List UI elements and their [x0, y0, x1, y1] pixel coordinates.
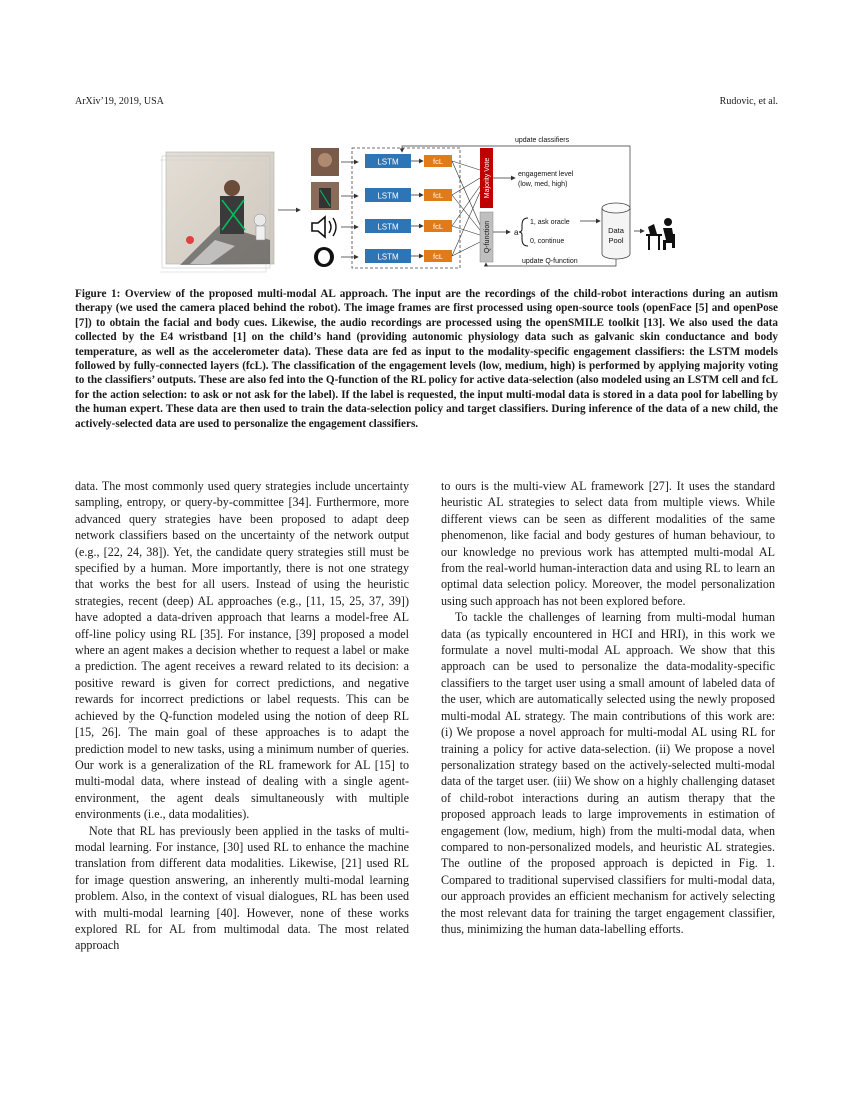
- wristband-icon: [314, 247, 334, 267]
- update-classifiers-label: update classifiers: [515, 137, 570, 144]
- q-function-label: Q-function: [484, 220, 491, 254]
- paragraph: data. The most commonly used query strategies include uncertainty sampling, entropy, or query-by-committee [34]. Furthermore, more advanced query strategies have been proposed to adapt deep network classifiers based on the uncertainty of the network output (e.g., [22, 24, 38]). Yet, the candidate query strategies still must be specified by a human. More importantly, there is not one strategy that works the best for all users. Instead of using the heuristic strategies, recent (deep) AL approaches (e.g., [11, 15, 25, 37, 39]) have adopted a data-driven approach that learns a model-free AL off-line policy using RL [35]. For instance, [39] proposed a model where an agent makes a decision whether to request a label or make a prediction. The agent receives a reward related to its decision: a positive reward is given for correct predictions, and negative rewards for incorrect predictions or label requests. This can be achieved by the Q-function modeled using the notion of deep RL [15, 26]. The main goal of these approaches is to adapt the prediction model to new tasks, using a minimum number of queries. Our work is a generalization of the RL framework for AL [15] to multi-modal data, where instead of dealing with a single agent-environment, the agent deals simultaneously with multiple environments (i.e., data modalities).: [75, 479, 409, 822]
- continue-label: 0, continue: [530, 238, 565, 245]
- action-variable: a: [514, 228, 519, 237]
- fcl-label: fcL: [432, 222, 444, 231]
- lstm-label: LSTM: [377, 157, 399, 167]
- running-header-left: ArXiv’19, 2019, USA: [75, 96, 164, 107]
- update-q-function-label: update Q-function: [522, 258, 578, 265]
- paragraph: To tackle the challenges of learning from multi-modal human data (as typically encountered in HCI and HRI), in this work we formulate a novel multi-modal AL approach. We show that this approach can be used to personalize the data-modality-specific classifiers to the target user using a small amount of labeled data of the user, which are automatically selected using the newly proposed multi-modal AL strategy. The main contributions of this work are: (i) We propose a novel approach for multi-modal AL using RL for training a policy for active data-selection. (ii) We propose a novel personalization strategy based on the actively-selected multi-modal data of the target user. (iii) We show on a highly challenging dataset of child-robot interactions during an autism therapy that the proposed approach leads to large improvements in estimation of engagement (low, medium, high) from the multi-modal data, when compared to non-personalized models, and heuristic AL strategies. The outline of the proposed approach is depicted in Fig. 1. Compared to traditional supervised classifiers for multi-modal data, our approach provides an efficient mechanism for actively selecting the most relevant data for training the target engagement classifier, thus, minimizing the human data-labelling efforts.: [441, 610, 775, 936]
- engagement-classes-label: (low, med, high): [518, 181, 568, 188]
- overview-figure: [160, 130, 690, 280]
- paragraph: to ours is the multi-view AL framework [27]. It uses the standard heuristic AL strategies to select data from multiple views. While different views can be seen as different modalities of the same phenomenon, like facial and body gestures of human behaviour, to our knowledge no previous work has attempted multi-modal AL from the real-world human-interaction data and using RL to learn an optimal data selection policy. Moreover, the model personalization using such approach has not been explored before.: [441, 479, 775, 608]
- lstm-label: LSTM: [377, 191, 399, 201]
- data-pool-label: Pool: [608, 236, 624, 245]
- paragraph: Note that RL has previously been applied in the tasks of multi-modal learning. For instance, [30] used RL to enhance the machine translation from different data modalities. Likewise, [21] used RL for image question answering, an inherently multi-modal learning problem. Also, in the context of visual dialogues, RL has been used with multi-modal learning [40]. However, none of these works explored RL for AL from multimodal data. The most related approach: [75, 823, 409, 953]
- fcl-label: fcL: [432, 191, 444, 200]
- data-pool-label: Data: [608, 226, 624, 235]
- fcl-label: fcL: [432, 157, 444, 166]
- human-expert-icon: [646, 218, 675, 250]
- lstm-label: LSTM: [377, 222, 399, 232]
- right-column: [441, 478, 775, 937]
- ask-oracle-label: 1, ask oracle: [530, 219, 570, 226]
- majority-vote-label: Majority Vote: [484, 157, 491, 199]
- audio-speaker-icon: [312, 217, 336, 237]
- engagement-level-label: engagement level: [518, 171, 574, 178]
- lstm-label: LSTM: [377, 252, 399, 262]
- figure-caption: Figure 1: Overview of the proposed multi-modal AL approach. The input are the recordings of the child-robot interactions during an autism therapy (we used the camera placed behind the robot). The image frames are first processed using open-source tools (openFace [5] and openPose [7]) to obtain the facial and body cues. Likewise, the audio recordings are processed using the openSMILE toolkit [13]. We also used the data collected by the E4 wristband [1] on the child’s hand (providing autonomic physiology data such as galvanic skin conductance and body temperature, as well as the accelerometer data). These data are fed as input to the modality-specific engagement classifiers: the LSTM models followed by fully-connected layers (fcL). The classification of the engagement levels (low, medium, high) is performed by applying majority voting to the classifiers’ outputs. These are also fed into the Q-function of the RL policy for active data-selection (also modeled using an LSTM cell and fcL for the action selection: to ask or not ask for the label). If the label is requested, the input multi-modal data is stored in a data pool for labelling by the human expert. These data are then used to train the data-selection policy and target classifiers. During inference of the data of a new child, the actively-selected data are used to personalize the engagement classifiers.: [75, 288, 778, 430]
- running-header-right: Rudovic, et al.: [719, 96, 778, 107]
- fcl-label: fcL: [432, 252, 444, 261]
- therapy-scene-image: [160, 152, 274, 272]
- left-column: [75, 478, 409, 954]
